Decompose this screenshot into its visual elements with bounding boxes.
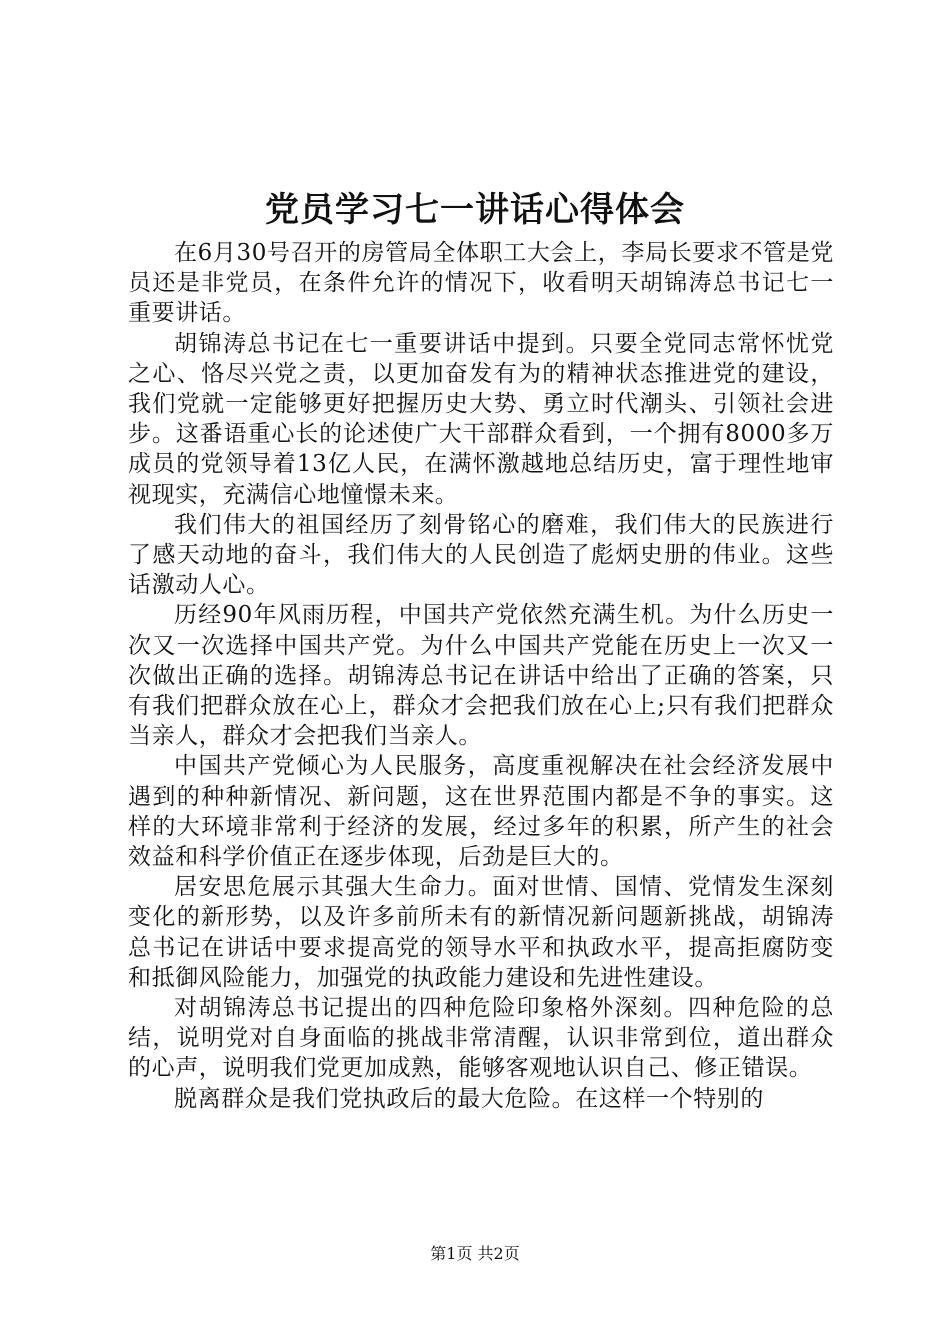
document-title: 党员学习七一讲话心得体会 <box>265 190 685 230</box>
paragraph-8: 脱离群众是我们党执政后的最大危险。在这样一个特别的 <box>174 1085 764 1112</box>
paragraph-5: 中国共产党倾心为人民服务，高度重视解决在社会经济发展中遇到的种种新情况、新问题，这在世界范围内都是不争的事实。这样的大环境非常利于经济的发展，经过多年的积累，所产生的社会效益和科学价值正在逐步体现，后劲是巨大的。 <box>128 753 834 871</box>
paragraph-7: 对胡锦涛总书记提出的四种危险印象格外深刻。四种危险的总结，说明党对自身面临的挑战非常清醒，认识非常到位，道出群众的心声，说明我们党更加成熟，能够客观地认识自己、修正错误。 <box>128 995 834 1082</box>
paragraph-4: 历经90年风雨历程，中国共产党依然充满生机。为什么历史一次又一次选择中国共产党。为什么中国共产党能在历史上一次又一次做出正确的选择。胡锦涛总书记在讲话中给出了正确的答案，只有我们把群众放在心上，群众才会把我们放在心上;只有我们把群众当亲人，群众才会把我们当亲人。 <box>128 602 834 750</box>
paragraph-2: 胡锦涛总书记在七一重要讲话中提到。只要全党同志常怀忧党之心、恪尽兴党之责，以更加奋发有为的精神状态推进党的建设，我们党就一定能够更好把握历史大势、勇立时代潮头、引领社会进步。这番语重心长的论述使广大干部群众看到，一个拥有8000多万成员的党领导着13亿人民，在满怀激越地总结历史，富于理性地审视现实，充满信心地憧憬未来。 <box>128 330 834 508</box>
page-number-footer: 第1页 共2页 <box>430 1244 520 1263</box>
paragraph-6: 居安思危展示其强大生命力。面对世情、国情、党情发生深刻变化的新形势，以及许多前所未有的新情况新问题新挑战，胡锦涛总书记在讲话中要求提高党的领导水平和执政水平，提高拒腐防变和抵御风险能力，加强党的执政能力建设和先进性建设。 <box>128 874 834 991</box>
document-body <box>128 238 834 1114</box>
paragraph-1: 在6月30号召开的房管局全体职工大会上，李局长要求不管是党员还是非党员，在条件允许的情况下，收看明天胡锦涛总书记七一重要讲话。 <box>128 240 834 327</box>
paragraph-3: 我们伟大的祖国经历了刻骨铭心的磨难，我们伟大的民族进行了感天动地的奋斗，我们伟大的人民创造了彪炳史册的伟业。这些话激动人心。 <box>128 511 834 599</box>
